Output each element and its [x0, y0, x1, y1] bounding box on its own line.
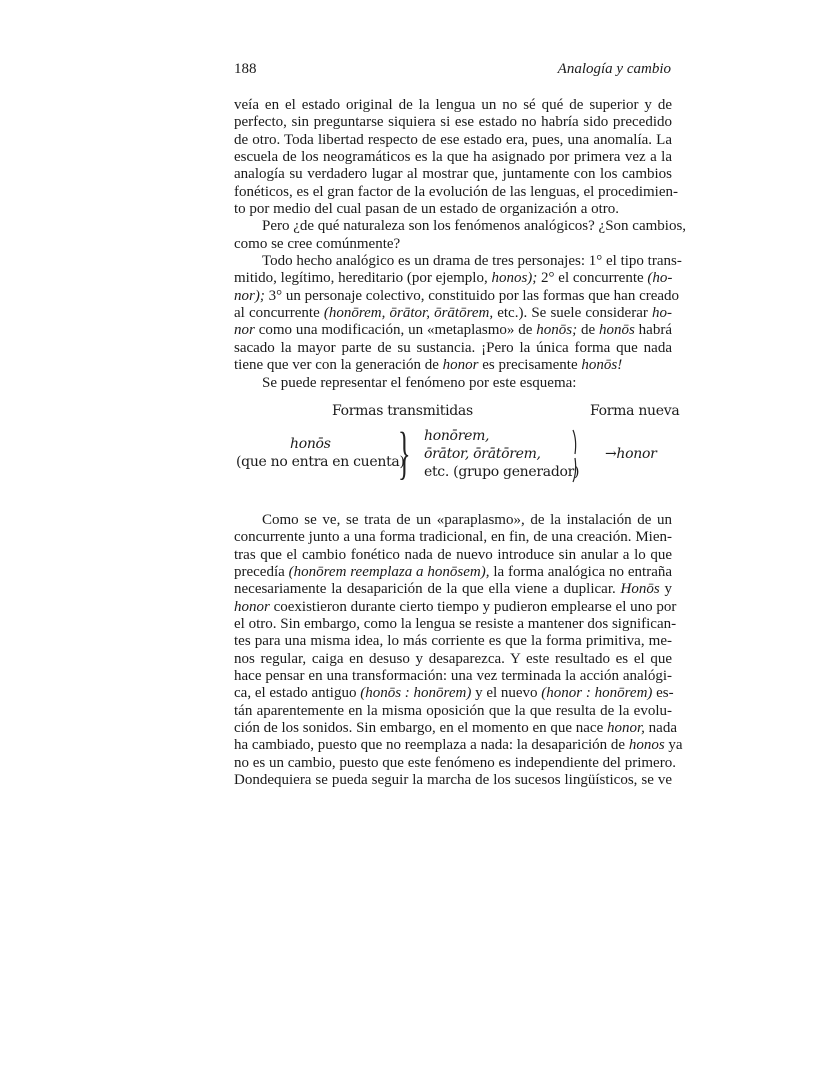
scheme-source-note: (que no entra en cuenta)	[236, 454, 405, 470]
italic-text: (honor : honōrem)	[541, 685, 653, 702]
text-run: nada	[644, 720, 677, 737]
text-run: perfecto, sin preguntarse siquiera si ese estado no habría sido precedido	[234, 114, 672, 131]
text-run: precedía	[234, 564, 289, 581]
text-line	[234, 668, 672, 685]
text-line	[234, 132, 672, 149]
scheme-group-item: ōrātor, ōrātōrem,	[424, 446, 541, 462]
italic-text: honōs	[598, 322, 635, 339]
text-run: al concurrente	[234, 305, 324, 322]
italic-text: (honōrem, ōrātor, ōrātōrem,	[323, 305, 494, 322]
text-line	[234, 598, 677, 616]
running-header: Analogía y cambio	[557, 61, 671, 77]
text-run: veía en el estado original de la lengua un no sé qué de superior y de	[234, 97, 672, 113]
italic-text: (ho-	[647, 270, 673, 287]
text-line	[234, 737, 683, 754]
italic-text: honos);	[491, 270, 538, 287]
text-line	[234, 685, 672, 702]
text-run: necesariamente la desaparición de la que ella viene a duplicar.	[234, 581, 621, 598]
text-line	[234, 305, 672, 322]
text-run: de	[577, 322, 599, 339]
text-run: tán aparentemente en la misma oposición que la que resulta de la evolu-	[234, 702, 672, 719]
text-line	[234, 512, 672, 529]
text-run: hace pensar en una transformación: una vez terminada la acción analógi-	[234, 668, 672, 685]
italic-text: honor	[442, 357, 479, 374]
text-run: escuela de los neogramáticos es la que ha asignado por primera vez a la	[234, 149, 672, 166]
text-run: Todo hecho analógico es un drama de tres personajes: 1° el tipo trans-	[262, 253, 682, 270]
italic-text: (honōs : honōrem)	[360, 685, 472, 702]
text-line	[234, 529, 672, 546]
text-line	[234, 703, 672, 720]
italic-text: (honōrem reemplaza a honōsem),	[288, 564, 490, 581]
text-run: Se puede representar el fenómeno por este esquema:	[262, 374, 577, 391]
text-run: concurrente junto a una forma tradicional, en fin, de una creación. Mien-	[234, 529, 672, 546]
closing-bracket-icon	[570, 428, 580, 484]
text-run: sacado la mayor parte de su sustancia. ¡Pero la única forma que nada	[234, 339, 672, 356]
text-line	[234, 357, 672, 374]
text-line	[234, 287, 680, 305]
text-line	[234, 166, 672, 183]
text-run: mitido, legítimo, hereditario (por ejemplo,	[234, 270, 492, 287]
text-line	[234, 547, 672, 564]
text-run: ca, el estado antiguo	[234, 685, 361, 702]
text-line	[234, 270, 672, 287]
text-run: analogía su verdadero lugar al mostrar que, juntamente con los cambios	[234, 166, 672, 183]
text-run: es-	[652, 685, 674, 702]
text-run: el otro. Sin embargo, como la lengua se resiste a mantener dos significan-	[234, 616, 677, 633]
page-number: 188	[234, 61, 257, 77]
text-line	[234, 772, 672, 789]
text-run: to por medio del cual pasan de un estado de organización a otro.	[234, 201, 620, 218]
text-line	[234, 651, 672, 668]
text-run: nos regular, caiga en desuso y desaparezca. Y este resultado es el que	[234, 650, 672, 667]
text-line	[234, 183, 678, 201]
text-run: como una modificación, un «metaplasmo» de	[254, 322, 537, 339]
text-run: fonéticos, es el gran factor de la evolución de las lenguas, el procedimien-	[234, 183, 678, 200]
text-line	[234, 322, 672, 339]
text-line	[234, 218, 687, 235]
text-line	[234, 114, 672, 131]
text-line	[234, 340, 672, 357]
text-run: ción de los sonidos. Sin embargo, en el momento en que nace	[234, 720, 607, 737]
italic-text: honōs!	[581, 357, 623, 374]
text-run: de otro. Toda libertad respecto de ese estado era, pues, una anomalía. La	[234, 131, 672, 148]
text-line	[234, 581, 672, 598]
text-run: es precisamente	[478, 357, 582, 374]
text-line	[234, 149, 672, 166]
text-run: habrá	[634, 322, 672, 339]
scheme-source-form: honōs	[290, 436, 331, 452]
italic-text: honor	[234, 598, 270, 615]
scheme-group-item: honōrem,	[424, 428, 490, 444]
text-run: etc.). Se suele considerar	[493, 305, 652, 322]
text-run: 3° un personaje colectivo, constituido por las formas que han creado	[264, 287, 680, 304]
text-line	[234, 375, 672, 392]
italic-text: nor);	[234, 287, 265, 304]
text-run: ya	[664, 737, 683, 754]
text-run: tes para una misma idea, lo más corriente es que la forma primitiva, me-	[234, 633, 672, 650]
scheme-heading-left: Formas transmitidas	[332, 403, 473, 419]
text-line	[234, 201, 672, 218]
text-line	[234, 236, 672, 253]
text-run: 2° el concurrente	[537, 270, 648, 287]
text-run: y el nuevo	[471, 685, 542, 702]
text-run: y	[659, 581, 672, 598]
text-line	[234, 564, 672, 581]
right-brace-icon: }	[398, 420, 411, 485]
text-run: Pero ¿de qué naturaleza son los fenómenos analógicos? ¿Son cambios,	[262, 218, 687, 235]
italic-text: honor,	[606, 720, 645, 737]
text-run: ha cambiado, puesto que no reemplaza a nada: la desaparición de	[234, 737, 629, 754]
italic-text: Honōs	[620, 581, 660, 598]
text-block-top	[234, 97, 687, 392]
text-run: tiene que ver con la generación de	[234, 357, 443, 374]
text-run: la forma analógica no entraña	[489, 564, 673, 581]
text-run: no es un cambio, puesto que este fenómeno es independiente del primero.	[234, 754, 676, 771]
italic-text: honos	[628, 737, 665, 754]
scheme-result: →honor	[605, 446, 657, 462]
scheme-group-item: etc. (grupo generador)	[424, 464, 580, 480]
text-block-bottom	[234, 512, 683, 790]
text-run: coexistieron durante cierto tiempo y pudieron emplearse el uno por	[269, 598, 677, 615]
text-line	[234, 720, 677, 737]
italic-text: nor	[234, 322, 255, 339]
text-run: como se cree comúnmente?	[234, 235, 401, 252]
italic-text: honōs;	[536, 322, 578, 339]
scheme-heading-right: Forma nueva	[590, 403, 680, 419]
text-line	[234, 754, 676, 772]
text-run: tras que el cambio fonético nada de nuevo introduce sin anular a lo que	[234, 546, 672, 563]
italic-text: ho-	[651, 305, 672, 322]
text-line	[234, 253, 682, 270]
text-line	[234, 616, 677, 633]
text-run: Como se ve, se trata de un «paraplasmo», de la instalación de un	[262, 512, 672, 528]
text-line	[234, 633, 672, 650]
text-line	[234, 97, 672, 114]
text-run: Dondequiera se pueda seguir la marcha de los sucesos lingüísticos, se ve	[234, 772, 672, 789]
